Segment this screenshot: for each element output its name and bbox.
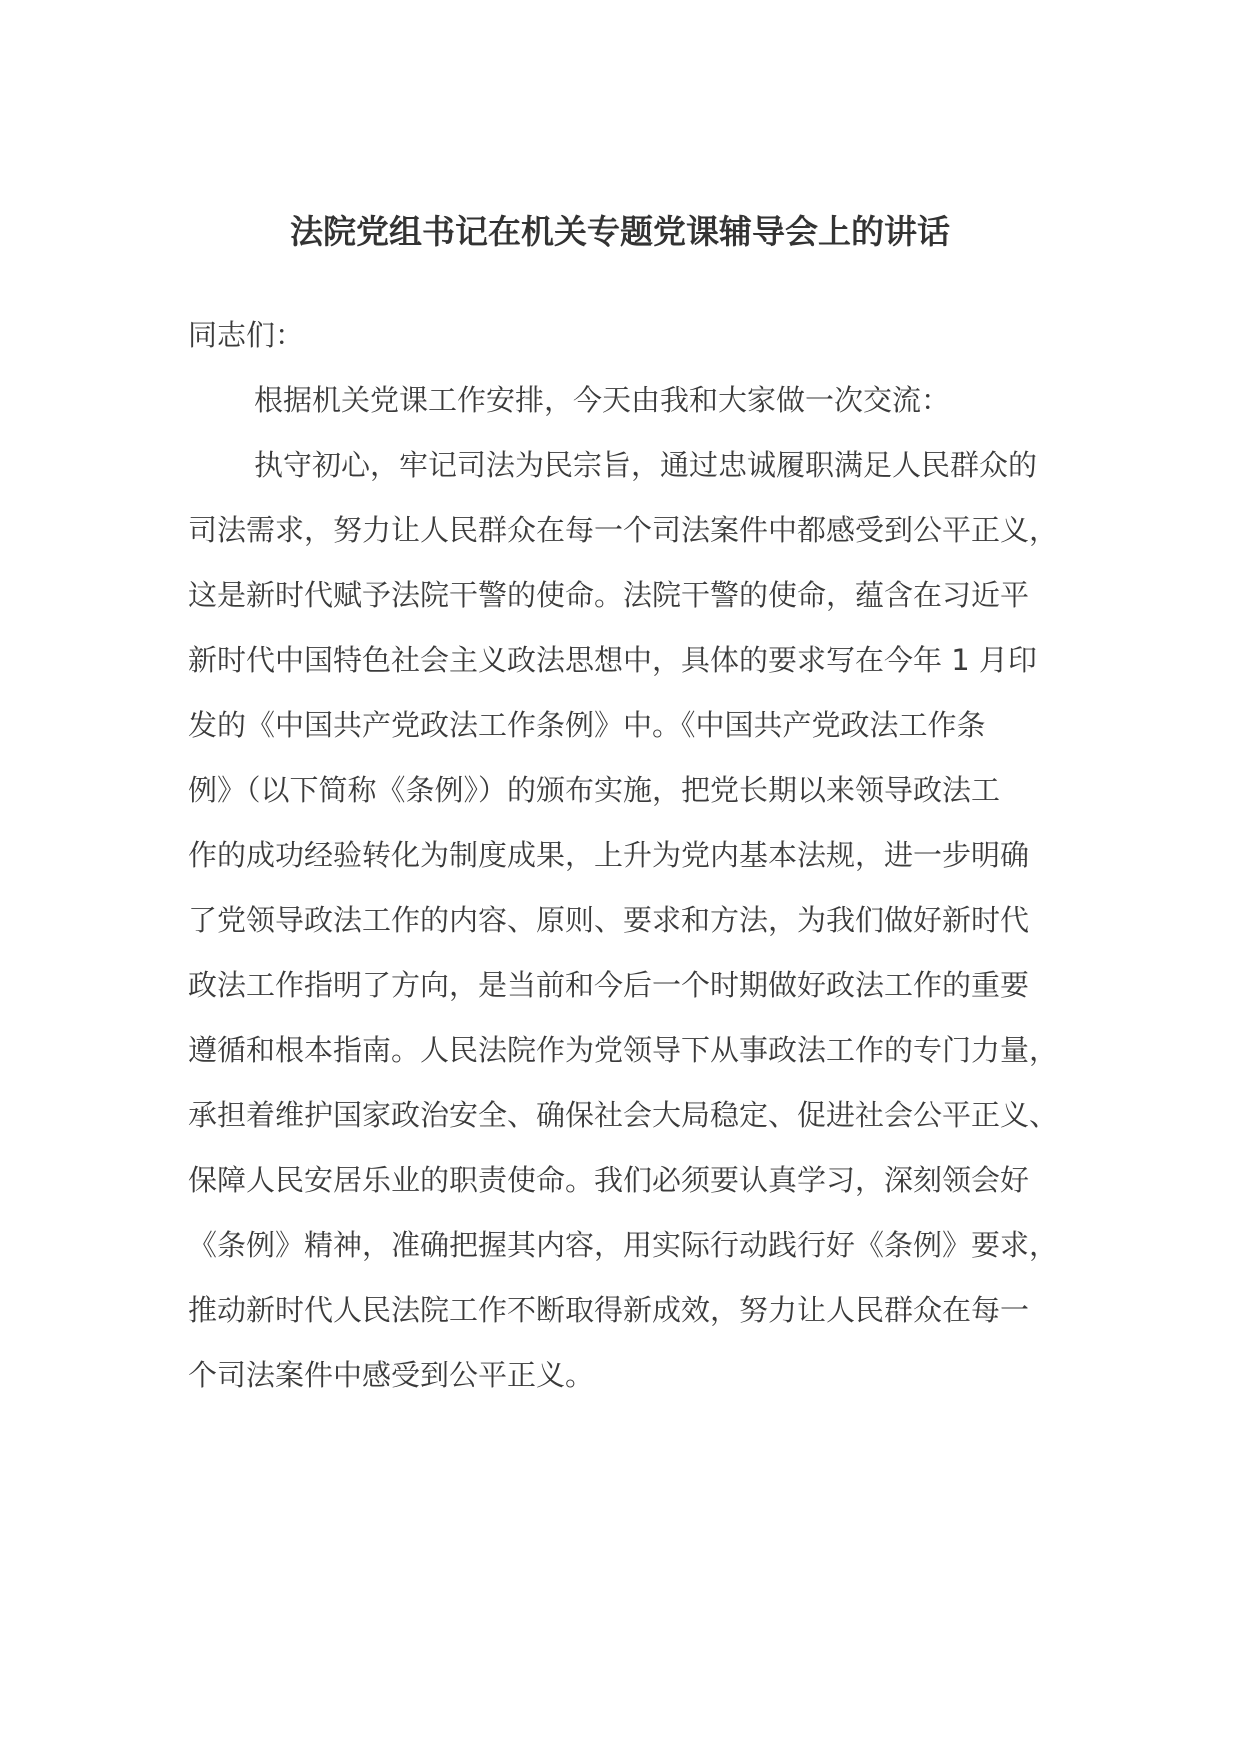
paragraph-line: 《条例》精神，准确把握其内容，用实际行动践行好《条例》要求， <box>188 1228 1059 1262</box>
document-title: 法院党组书记在机关专题党课辅导会上的讲话 <box>290 212 950 251</box>
paragraph-line: 遵循和根本指南。人民法院作为党领导下从事政法工作的专门力量， <box>188 1033 1059 1067</box>
salutation: 同志们： <box>188 318 305 352</box>
paragraph-line: 了党领导政法工作的内容、原则、要求和方法，为我们做好新时代 <box>188 903 1030 937</box>
paragraph-line: 这是新时代赋予法院干警的使命。法院干警的使命，蕴含在习近平 <box>188 578 1030 612</box>
paragraph-line: 司法需求，努力让人民群众在每一个司法案件中都感受到公平正义， <box>188 513 1059 547</box>
paragraph-line: 例》（以下简称《条例》）的颁布实施，把党长期以来领导政法工 <box>188 773 1001 807</box>
paragraph-line: 个司法案件中感受到公平正义。 <box>188 1358 595 1392</box>
paragraph-line: 发的《中国共产党政法工作条例》中。《中国共产党政法工作条 <box>188 708 986 742</box>
paragraph-line: 承担着维护国家政治安全、确保社会大局稳定、促进社会公平正义、 <box>188 1098 1059 1132</box>
paragraph-intro: 根据机关党课工作安排，今天由我和大家做一次交流： <box>254 383 951 417</box>
paragraph-line: 新时代中国特色社会主义政法思想中，具体的要求写在今年 1 月印 <box>188 643 1037 677</box>
paragraph-line: 作的成功经验转化为制度成果，上升为党内基本法规，进一步明确 <box>188 838 1030 872</box>
paragraph-line: 执守初心，牢记司法为民宗旨，通过忠诚履职满足人民群众的 <box>254 448 1038 482</box>
paragraph-line: 政法工作指明了方向，是当前和今后一个时期做好政法工作的重要 <box>188 968 1030 1002</box>
document-body <box>188 303 1068 1408</box>
paragraph-line: 推动新时代人民法院工作不断取得新成效，努力让人民群众在每一 <box>188 1293 1030 1327</box>
paragraph-main <box>188 433 1068 1408</box>
paragraph-line: 保障人民安居乐业的职责使命。我们必须要认真学习，深刻领会好 <box>188 1163 1030 1197</box>
